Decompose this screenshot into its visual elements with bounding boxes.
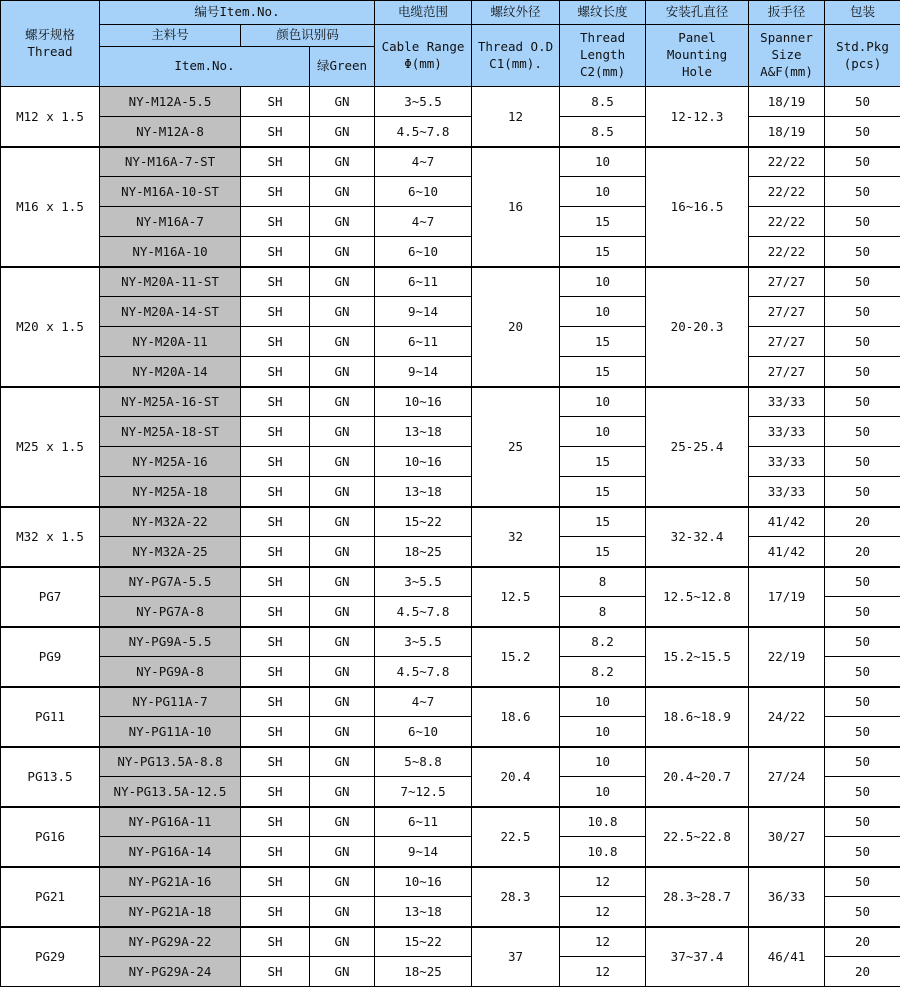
header-main-material: 主料号: [100, 25, 241, 47]
table-row: [1, 207, 900, 237]
main-code-cell: SH: [241, 177, 310, 207]
table-row: [1, 237, 900, 267]
panel-hole-cell: 37~37.4: [646, 927, 749, 987]
item-no-cell: NY-M12A-8: [100, 117, 241, 147]
thread-od-cell: 12: [472, 87, 560, 147]
header-thread-text: 螺牙规格 Thread: [25, 27, 75, 59]
item-no-cell: NY-PG13.5A-12.5: [100, 777, 241, 807]
std-pkg-cell: 50: [825, 687, 900, 717]
thread-spec-cell: PG29: [1, 927, 100, 987]
thread-length-cell: 8.2: [560, 627, 646, 657]
cable-range-cell: 3~5.5: [375, 87, 472, 117]
cable-range-cell: 4.5~7.8: [375, 117, 472, 147]
main-code-cell: SH: [241, 867, 310, 897]
color-code-cell: GN: [310, 237, 375, 267]
color-code-cell: GN: [310, 87, 375, 117]
thread-spec-cell: M20 x 1.5: [1, 267, 100, 387]
thread-length-cell: 8.5: [560, 117, 646, 147]
std-pkg-cell: 20: [825, 507, 900, 537]
header-pkg-en-text: Std.Pkg (pcs): [836, 39, 889, 71]
table-row: [1, 297, 900, 327]
std-pkg-cell: 50: [825, 717, 900, 747]
cable-range-cell: 9~14: [375, 297, 472, 327]
thread-length-cell: 10: [560, 747, 646, 777]
std-pkg-cell: 50: [825, 807, 900, 837]
thread-length-cell: 10: [560, 177, 646, 207]
std-pkg-cell: 50: [825, 477, 900, 507]
color-code-cell: GN: [310, 957, 375, 987]
thread-length-cell: 10: [560, 267, 646, 297]
item-no-cell: NY-M20A-14-ST: [100, 297, 241, 327]
thread-length-cell: 10: [560, 687, 646, 717]
header-thread-od-en-text: Thread O.D C1(mm).: [478, 39, 553, 71]
spanner-size-cell: 41/42: [749, 507, 825, 537]
item-no-cell: NY-M20A-11-ST: [100, 267, 241, 297]
cable-range-cell: 4.5~7.8: [375, 657, 472, 687]
main-code-cell: SH: [241, 207, 310, 237]
main-code-cell: SH: [241, 627, 310, 657]
std-pkg-cell: 50: [825, 237, 900, 267]
header-spanner-cn: 扳手径: [749, 1, 825, 25]
table-row: [1, 147, 900, 177]
std-pkg-cell: 20: [825, 927, 900, 957]
item-no-cell: NY-M25A-18-ST: [100, 417, 241, 447]
main-code-cell: SH: [241, 567, 310, 597]
main-code-cell: SH: [241, 297, 310, 327]
table-row: [1, 567, 900, 597]
item-no-cell: NY-M25A-16-ST: [100, 387, 241, 417]
table-row: [1, 447, 900, 477]
item-no-cell: NY-M32A-22: [100, 507, 241, 537]
header-panel-en-text: Panel Mounting Hole: [667, 30, 727, 79]
table-row: [1, 267, 900, 297]
cable-range-cell: 15~22: [375, 927, 472, 957]
table-row: [1, 177, 900, 207]
color-code-cell: GN: [310, 717, 375, 747]
item-no-cell: NY-PG7A-8: [100, 597, 241, 627]
spanner-size-cell: 33/33: [749, 447, 825, 477]
std-pkg-cell: 50: [825, 357, 900, 387]
thread-length-cell: 12: [560, 867, 646, 897]
table-row: [1, 357, 900, 387]
thread-length-cell: 8.5: [560, 87, 646, 117]
std-pkg-cell: 50: [825, 387, 900, 417]
color-code-cell: GN: [310, 867, 375, 897]
main-code-cell: SH: [241, 357, 310, 387]
thread-od-cell: 32: [472, 507, 560, 567]
thread-spec-cell: M16 x 1.5: [1, 147, 100, 267]
thread-length-cell: 15: [560, 477, 646, 507]
spanner-size-cell: 18/19: [749, 87, 825, 117]
item-no-cell: NY-M16A-7: [100, 207, 241, 237]
spanner-size-cell: 22/22: [749, 237, 825, 267]
panel-hole-cell: 18.6~18.9: [646, 687, 749, 747]
table-row: [1, 87, 900, 117]
thread-length-cell: 10: [560, 417, 646, 447]
thread-spec-cell: PG21: [1, 867, 100, 927]
spanner-size-cell: 33/33: [749, 387, 825, 417]
thread-length-cell: 10: [560, 717, 646, 747]
cable-range-cell: 3~5.5: [375, 627, 472, 657]
panel-hole-cell: 28.3~28.7: [646, 867, 749, 927]
spanner-size-cell: 18/19: [749, 117, 825, 147]
main-code-cell: SH: [241, 387, 310, 417]
panel-hole-cell: 12.5~12.8: [646, 567, 749, 627]
color-code-cell: GN: [310, 597, 375, 627]
thread-spec-cell: PG16: [1, 807, 100, 867]
main-code-cell: SH: [241, 837, 310, 867]
spanner-size-cell: 27/27: [749, 297, 825, 327]
cable-range-cell: 13~18: [375, 897, 472, 927]
panel-hole-cell: 25-25.4: [646, 387, 749, 507]
item-no-cell: NY-PG21A-16: [100, 867, 241, 897]
item-no-cell: NY-PG29A-24: [100, 957, 241, 987]
cable-range-cell: 6~11: [375, 267, 472, 297]
table-row: [1, 117, 900, 147]
cable-range-cell: 10~16: [375, 867, 472, 897]
header-panel-en: [646, 25, 749, 87]
color-code-cell: GN: [310, 327, 375, 357]
item-no-cell: NY-M20A-14: [100, 357, 241, 387]
main-code-cell: SH: [241, 477, 310, 507]
thread-length-cell: 10.8: [560, 837, 646, 867]
spanner-size-cell: 33/33: [749, 477, 825, 507]
spanner-size-cell: 30/27: [749, 807, 825, 867]
item-no-cell: NY-M20A-11: [100, 327, 241, 357]
thread-od-cell: 12.5: [472, 567, 560, 627]
item-no-cell: NY-M16A-7-ST: [100, 147, 241, 177]
main-code-cell: SH: [241, 327, 310, 357]
thread-od-cell: 20.4: [472, 747, 560, 807]
spanner-size-cell: 22/22: [749, 147, 825, 177]
thread-length-cell: 10: [560, 147, 646, 177]
color-code-cell: GN: [310, 267, 375, 297]
color-code-cell: GN: [310, 777, 375, 807]
table-row: [1, 807, 900, 837]
color-code-cell: GN: [310, 447, 375, 477]
std-pkg-cell: 50: [825, 87, 900, 117]
thread-od-cell: 25: [472, 387, 560, 507]
spanner-size-cell: 33/33: [749, 417, 825, 447]
header-thread-od-cn: 螺纹外径: [472, 1, 560, 25]
std-pkg-cell: 50: [825, 897, 900, 927]
spanner-size-cell: 22/22: [749, 207, 825, 237]
thread-length-cell: 15: [560, 237, 646, 267]
cable-range-cell: 9~14: [375, 837, 472, 867]
cable-range-cell: 4.5~7.8: [375, 597, 472, 627]
color-code-cell: GN: [310, 747, 375, 777]
thread-length-cell: 15: [560, 207, 646, 237]
cable-range-cell: 6~11: [375, 327, 472, 357]
std-pkg-cell: 50: [825, 267, 900, 297]
std-pkg-cell: 20: [825, 537, 900, 567]
color-code-cell: GN: [310, 297, 375, 327]
std-pkg-cell: 50: [825, 747, 900, 777]
cable-range-cell: 3~5.5: [375, 567, 472, 597]
std-pkg-cell: 50: [825, 627, 900, 657]
header-color-code: 颜色识别码: [241, 25, 375, 47]
main-code-cell: SH: [241, 687, 310, 717]
color-code-cell: GN: [310, 927, 375, 957]
color-code-cell: GN: [310, 567, 375, 597]
header-pkg-cn: 包装: [825, 1, 900, 25]
item-no-cell: NY-PG21A-18: [100, 897, 241, 927]
color-code-cell: GN: [310, 417, 375, 447]
header-thread: [1, 1, 100, 87]
item-no-cell: NY-PG16A-11: [100, 807, 241, 837]
cable-range-cell: 9~14: [375, 357, 472, 387]
cable-range-cell: 18~25: [375, 957, 472, 987]
std-pkg-cell: 50: [825, 207, 900, 237]
header-spanner-en-text: Spanner Size A&F(mm): [760, 30, 813, 79]
main-code-cell: SH: [241, 807, 310, 837]
spanner-size-cell: 41/42: [749, 537, 825, 567]
thread-od-cell: 16: [472, 147, 560, 267]
spanner-size-cell: 17/19: [749, 567, 825, 627]
color-code-cell: GN: [310, 807, 375, 837]
header-pkg-en: [825, 25, 900, 87]
std-pkg-cell: 50: [825, 297, 900, 327]
panel-hole-cell: 20-20.3: [646, 267, 749, 387]
table-row: [1, 537, 900, 567]
thread-length-cell: 8: [560, 597, 646, 627]
cable-range-cell: 5~8.8: [375, 747, 472, 777]
color-code-cell: GN: [310, 657, 375, 687]
thread-length-cell: 15: [560, 507, 646, 537]
color-code-cell: GN: [310, 147, 375, 177]
thread-length-cell: 8.2: [560, 657, 646, 687]
table-row: [1, 417, 900, 447]
thread-od-cell: 22.5: [472, 807, 560, 867]
header-thread-length-en: [560, 25, 646, 87]
main-code-cell: SH: [241, 507, 310, 537]
color-code-cell: GN: [310, 387, 375, 417]
thread-length-cell: 15: [560, 537, 646, 567]
main-code-cell: SH: [241, 267, 310, 297]
cable-range-cell: 18~25: [375, 537, 472, 567]
spanner-size-cell: 22/22: [749, 177, 825, 207]
main-code-cell: SH: [241, 717, 310, 747]
main-code-cell: SH: [241, 657, 310, 687]
main-code-cell: SH: [241, 537, 310, 567]
table-row: [1, 477, 900, 507]
header-panel-cn: 安装孔直径: [646, 1, 749, 25]
main-code-cell: SH: [241, 417, 310, 447]
spanner-size-cell: 46/41: [749, 927, 825, 987]
table-body: [1, 87, 900, 987]
thread-length-cell: 15: [560, 357, 646, 387]
color-code-cell: GN: [310, 177, 375, 207]
table-row: [1, 507, 900, 537]
item-no-cell: NY-PG11A-7: [100, 687, 241, 717]
color-code-cell: GN: [310, 837, 375, 867]
color-code-cell: GN: [310, 537, 375, 567]
item-no-cell: NY-PG11A-10: [100, 717, 241, 747]
main-code-cell: SH: [241, 897, 310, 927]
cable-range-cell: 13~18: [375, 477, 472, 507]
table-row: [1, 927, 900, 957]
table-row: [1, 327, 900, 357]
color-code-cell: GN: [310, 627, 375, 657]
std-pkg-cell: 50: [825, 447, 900, 477]
color-code-cell: GN: [310, 357, 375, 387]
item-no-cell: NY-PG7A-5.5: [100, 567, 241, 597]
panel-hole-cell: 12-12.3: [646, 87, 749, 147]
thread-od-cell: 20: [472, 267, 560, 387]
main-code-cell: SH: [241, 237, 310, 267]
std-pkg-cell: 50: [825, 837, 900, 867]
main-code-cell: SH: [241, 147, 310, 177]
std-pkg-cell: 50: [825, 777, 900, 807]
header-thread-length-cn: 螺纹长度: [560, 1, 646, 25]
spanner-size-cell: 36/33: [749, 867, 825, 927]
cable-range-cell: 13~18: [375, 417, 472, 447]
std-pkg-cell: 50: [825, 597, 900, 627]
thread-length-cell: 12: [560, 897, 646, 927]
thread-spec-cell: M32 x 1.5: [1, 507, 100, 567]
spanner-size-cell: 27/24: [749, 747, 825, 807]
main-code-cell: SH: [241, 957, 310, 987]
color-code-cell: GN: [310, 477, 375, 507]
header-cable-range-en-text: Cable Range Φ(mm): [382, 39, 465, 71]
item-no-cell: NY-M25A-18: [100, 477, 241, 507]
panel-hole-cell: 32-32.4: [646, 507, 749, 567]
main-code-cell: SH: [241, 747, 310, 777]
table-row: [1, 747, 900, 777]
cable-range-cell: 7~12.5: [375, 777, 472, 807]
table-row: [1, 687, 900, 717]
header-item-group: 编号Item.No.: [100, 1, 375, 25]
item-no-cell: NY-PG9A-5.5: [100, 627, 241, 657]
std-pkg-cell: 50: [825, 117, 900, 147]
item-no-cell: NY-M16A-10: [100, 237, 241, 267]
main-code-cell: SH: [241, 777, 310, 807]
thread-length-cell: 12: [560, 957, 646, 987]
table-header: [1, 1, 900, 87]
thread-length-cell: 10.8: [560, 807, 646, 837]
item-no-cell: NY-PG13.5A-8.8: [100, 747, 241, 777]
panel-hole-cell: 15.2~15.5: [646, 627, 749, 687]
thread-spec-cell: PG7: [1, 567, 100, 627]
item-no-cell: NY-PG16A-14: [100, 837, 241, 867]
spanner-size-cell: 27/27: [749, 357, 825, 387]
std-pkg-cell: 50: [825, 867, 900, 897]
thread-spec-cell: M25 x 1.5: [1, 387, 100, 507]
main-code-cell: SH: [241, 597, 310, 627]
item-no-cell: NY-PG29A-22: [100, 927, 241, 957]
color-code-cell: GN: [310, 117, 375, 147]
table-row: [1, 387, 900, 417]
thread-od-cell: 15.2: [472, 627, 560, 687]
color-code-cell: GN: [310, 687, 375, 717]
cable-range-cell: 10~16: [375, 387, 472, 417]
item-no-cell: NY-M16A-10-ST: [100, 177, 241, 207]
header-thread-length-en-text: Thread Length C2(mm): [580, 30, 625, 79]
cable-range-cell: 4~7: [375, 687, 472, 717]
color-code-cell: GN: [310, 207, 375, 237]
thread-spec-cell: PG11: [1, 687, 100, 747]
std-pkg-cell: 50: [825, 567, 900, 597]
item-no-cell: NY-M32A-25: [100, 537, 241, 567]
cable-range-cell: 6~10: [375, 177, 472, 207]
item-no-cell: NY-M12A-5.5: [100, 87, 241, 117]
main-code-cell: SH: [241, 927, 310, 957]
thread-length-cell: 10: [560, 297, 646, 327]
header-green: 绿Green: [310, 47, 375, 87]
thread-length-cell: 10: [560, 387, 646, 417]
header-cable-range-cn: 电缆范围: [375, 1, 472, 25]
item-no-cell: NY-M25A-16: [100, 447, 241, 477]
cable-range-cell: 4~7: [375, 207, 472, 237]
std-pkg-cell: 50: [825, 417, 900, 447]
spanner-size-cell: 27/27: [749, 267, 825, 297]
panel-hole-cell: 16~16.5: [646, 147, 749, 267]
cable-range-cell: 10~16: [375, 447, 472, 477]
std-pkg-cell: 50: [825, 147, 900, 177]
thread-spec-cell: M12 x 1.5: [1, 87, 100, 147]
spanner-size-cell: 22/19: [749, 627, 825, 687]
thread-length-cell: 10: [560, 777, 646, 807]
main-code-cell: SH: [241, 447, 310, 477]
main-code-cell: SH: [241, 87, 310, 117]
thread-od-cell: 37: [472, 927, 560, 987]
thread-length-cell: 15: [560, 447, 646, 477]
header-item-no: Item.No.: [100, 47, 310, 87]
std-pkg-cell: 50: [825, 657, 900, 687]
thread-od-cell: 18.6: [472, 687, 560, 747]
color-code-cell: GN: [310, 897, 375, 927]
panel-hole-cell: 20.4~20.7: [646, 747, 749, 807]
cable-range-cell: 6~10: [375, 717, 472, 747]
spanner-size-cell: 24/22: [749, 687, 825, 747]
cable-range-cell: 4~7: [375, 147, 472, 177]
thread-length-cell: 12: [560, 927, 646, 957]
std-pkg-cell: 20: [825, 957, 900, 987]
table-row: [1, 627, 900, 657]
panel-hole-cell: 22.5~22.8: [646, 807, 749, 867]
std-pkg-cell: 50: [825, 177, 900, 207]
std-pkg-cell: 50: [825, 327, 900, 357]
thread-od-cell: 28.3: [472, 867, 560, 927]
thread-spec-cell: PG9: [1, 627, 100, 687]
cable-range-cell: 6~11: [375, 807, 472, 837]
spanner-size-cell: 27/27: [749, 327, 825, 357]
header-spanner-en: [749, 25, 825, 87]
color-code-cell: GN: [310, 507, 375, 537]
header-cable-range-en: [375, 25, 472, 87]
thread-spec-cell: PG13.5: [1, 747, 100, 807]
table-row: [1, 867, 900, 897]
main-code-cell: SH: [241, 117, 310, 147]
cable-range-cell: 6~10: [375, 237, 472, 267]
thread-length-cell: 8: [560, 567, 646, 597]
header-thread-od-en: [472, 25, 560, 87]
item-no-cell: NY-PG9A-8: [100, 657, 241, 687]
cable-range-cell: 15~22: [375, 507, 472, 537]
thread-length-cell: 15: [560, 327, 646, 357]
